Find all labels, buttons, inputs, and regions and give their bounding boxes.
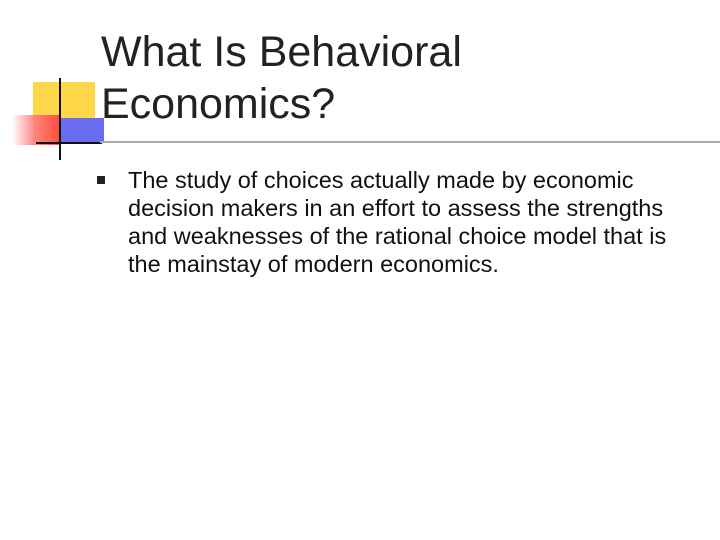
decorative-red-block bbox=[12, 115, 60, 145]
bullet-item-text: The study of choices actually made by economic decision makers in an effort to assess the strengths and weaknesses of the rational choice model that is the mainstay of modern economics. bbox=[128, 167, 667, 277]
slide-title: What Is Behavioral Economics? bbox=[101, 28, 462, 128]
decorative-blue-block bbox=[60, 118, 104, 142]
square-bullet-icon bbox=[97, 176, 105, 184]
decorative-dark-rule bbox=[36, 142, 102, 144]
title-underline-rule bbox=[100, 141, 720, 143]
decorative-vertical-rule bbox=[59, 78, 61, 160]
